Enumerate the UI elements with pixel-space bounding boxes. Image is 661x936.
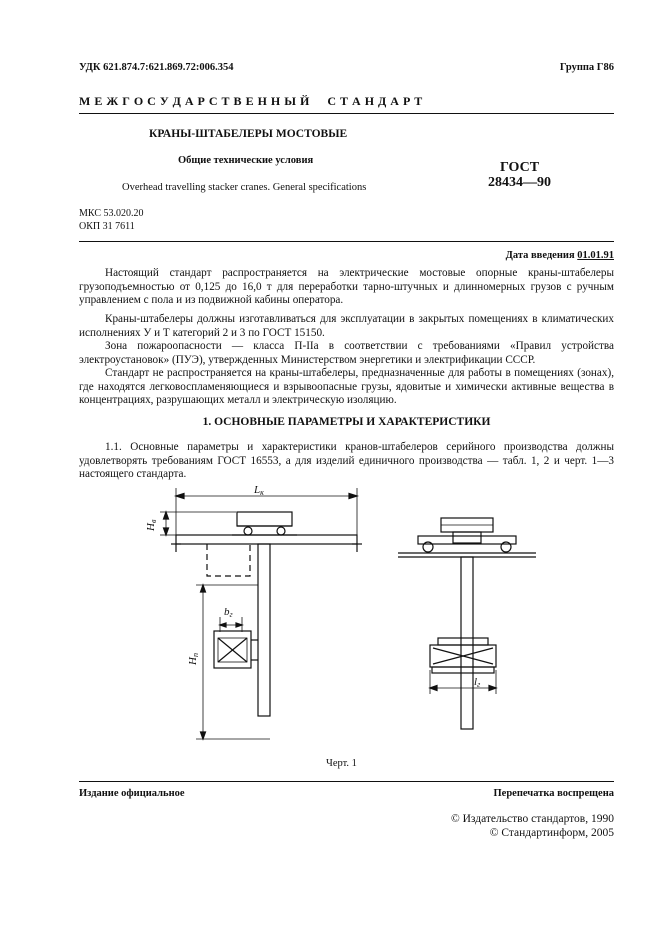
paragraph-climate: Краны-штабелеры должны изготавливаться для эксплуатации в закрытых помещениях в климатических исполнениях У и Т категорий 2 и 3 по ГОСТ 15150. <box>79 313 614 339</box>
copyright-2005: © Стандартинформ, 2005 <box>489 827 614 839</box>
copyright-1990: © Издательство стандартов, 1990 <box>450 813 614 825</box>
english-title: Overhead travelling stacker cranes. General specifications <box>122 182 367 193</box>
label-hv: Hв <box>145 519 158 531</box>
interstate-standard-banner: М Е Ж Г О С У Д А Р С Т В Е Н Н Ы Й С Т А Н Д А Р Т <box>79 94 423 108</box>
mks-code: МКС 53.020.20 <box>79 208 144 219</box>
document-title: КРАНЫ-ШТАБЕЛЕРЫ МОСТОВЫЕ <box>149 128 348 140</box>
section-heading: 1. ОСНОВНЫЕ ПАРАМЕТРЫ И ХАРАКТЕРИСТИКИ <box>202 416 491 428</box>
introduction-date-label: Дата введения <box>505 250 575 261</box>
gost-number: 28434—90 <box>488 175 551 190</box>
document-subtitle: Общие технические условия <box>178 155 314 166</box>
reprint-prohibited: Перепечатка воспрещена <box>493 788 614 799</box>
group-code: Группа Г86 <box>559 62 614 73</box>
label-lg: lг <box>474 676 481 689</box>
paragraph-scope: Настоящий стандарт распространяется на электрические мостовые опорные краны-штабелеры грузоподъемностью от 0,125 до 16,0 т для переработки тарно-штучных и длинномерных грузов с ручным управлением с пола и из подвижной кабины оператора. <box>79 267 614 306</box>
official-edition: Издание официальное <box>79 788 185 799</box>
gost-label: ГОСТ <box>500 160 540 175</box>
label-hp: Hп <box>187 653 200 665</box>
udk-code: УДК 621.874.7:621.869.72:006.354 <box>79 62 234 73</box>
figure-caption: Черт. 1 <box>326 758 357 769</box>
label-bg: bг <box>224 606 233 619</box>
okp-code: ОКП 31 7611 <box>79 221 135 232</box>
paragraph-exclusions: Стандарт не распространяется на краны-штабелеры, предназначенные для работы в помещениях (зонах), где находятся легковоспламеняющиеся и взрывоопасные грузы, ядовитые и химически активные вещества в концентрациях, разрушающих металл и электрическую изоляцию. <box>79 367 614 406</box>
footer-rule <box>79 781 614 782</box>
label-lk: Lк <box>254 484 264 497</box>
introduction-date-value: 01.01.91 <box>577 250 614 261</box>
clause-1-1: 1.1. Основные параметры и характеристики кранов-штабелеров серийного производства должны удовлетворять требованиям ГОСТ 16553, а для изделий единичного производства — табл. 1, 2 и черт. 1—3 настоящего стандарта. <box>79 441 614 480</box>
paragraph-fire-zone: Зона пожароопасности — класса П-IIа в соответствии с требованиями «Правил устройства электроустановок» (ПУЭ), утвержденных Министерством энергетики и электрификации СССР. <box>79 340 614 366</box>
